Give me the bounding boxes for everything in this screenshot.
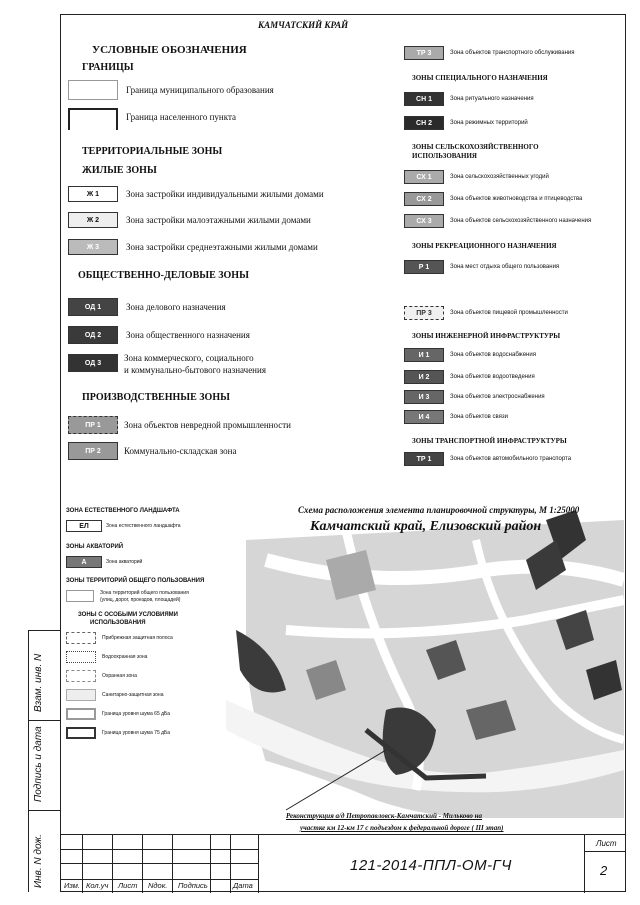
col-data: Дата <box>233 881 253 890</box>
zone-swatch-sh3: СХ 3 <box>404 214 444 228</box>
zone-label: Граница уровня шума 65 дБа <box>102 711 171 717</box>
zone-label: Охранная зона <box>102 673 137 679</box>
zone-label: Зона объектов невредной промышленности <box>124 420 291 430</box>
zone-label: Зона объектов сельскохозяйственного назначения <box>450 218 592 224</box>
municipal-border-swatch <box>68 80 118 100</box>
podpis-label: Подпись и дата <box>33 726 44 802</box>
zone-label: Граница уровня шума 75 дБа <box>102 730 171 736</box>
zone-label: Зона сельскохозяйственных угодий <box>450 174 549 180</box>
zone-label: Зона объектов связи <box>450 414 508 420</box>
special-title: ЗОНЫ СПЕЦИАЛЬНОГО НАЗНАЧЕНИЯ <box>412 74 548 82</box>
map-note: Реконструкция а/д Петропавловск-Камчатский - Мильково на <box>286 812 483 820</box>
water-title: ЗОНЫ АКВАТОРИЙ <box>66 544 124 550</box>
zone-label: (улиц, дорог, проездов, площадей) <box>100 597 181 603</box>
zone-label: Прибрежная защитная полоса <box>102 635 173 641</box>
zone-label: Зона акваторий <box>106 559 143 565</box>
zone-swatch-i4: И 4 <box>404 410 444 424</box>
inv-label: Инв. N дож. <box>33 834 44 888</box>
zone-label: Зона общественного назначения <box>126 330 250 340</box>
zone-swatch-i3: И 3 <box>404 390 444 404</box>
public-title: ОБЩЕСТВЕННО-ДЕЛОВЫЕ ЗОНЫ <box>78 270 249 281</box>
zone-swatch-od1: ОД 1 <box>68 298 118 316</box>
noise65-swatch <box>66 708 96 720</box>
security-swatch <box>66 670 96 682</box>
zone-label: Зона застройки малоэтажными жилыми домами <box>126 215 311 225</box>
vzam-label: Взам. инв. N <box>33 653 44 712</box>
zone-label: Зона объектов водоснабжения <box>450 352 536 358</box>
zone-label: Зона объектов водоотведения <box>450 374 535 380</box>
agri-title: ЗОНЫ СЕЛЬСКОХОЗЯЙСТВЕННОГО <box>412 143 539 151</box>
zone-label: Зона ритуального назначения <box>450 96 534 102</box>
zone-swatch-a: А <box>66 556 102 568</box>
zone-label: Зона делового назначения <box>126 302 226 312</box>
sheet-number: 2 <box>600 863 608 878</box>
special-conditions-title-2: ИСПОЛЬЗОВАНИЯ <box>90 620 146 626</box>
zone-label: и коммунально-бытового назначения <box>124 365 266 375</box>
sanitary-swatch <box>66 689 96 701</box>
document-code: 121-2014-ППЛ-ОМ-ГЧ <box>350 857 512 874</box>
zone-swatch-i1: И 1 <box>404 348 444 362</box>
transport-title: ЗОНЫ ТРАНСПОРТНОЙ ИНФРАСТРУКТУРЫ <box>412 437 567 445</box>
zone-label: Зона застройки индивидуальными жилыми домами <box>126 189 324 199</box>
shore-swatch <box>66 632 96 644</box>
border-item: Граница населенного пункта <box>126 112 236 122</box>
zone-swatch-zh3: Ж 3 <box>68 239 118 255</box>
industrial-title: ПРОИЗВОДСТВЕННЫЕ ЗОНЫ <box>82 392 230 403</box>
map-note-2: участке км 12-км 17 с подъездом к федеральной дороге ( III этап) <box>300 824 504 832</box>
zone-label: Зона коммерческого, социального <box>124 353 254 363</box>
settlement-border-swatch <box>68 108 118 130</box>
zone-label: Санитарно-защитная зона <box>102 692 164 698</box>
zone-swatch-zh1: Ж 1 <box>68 186 118 202</box>
zone-swatch-tr3: ТР 3 <box>404 46 444 60</box>
zone-label: Коммунально-складская зона <box>124 446 237 456</box>
map-caption: Схема расположения элемента планировочной структуры, М 1:25000 <box>298 505 580 515</box>
col-list: Лист <box>118 881 138 890</box>
natural-title: ЗОНА ЕСТЕСТВЕННОГО ЛАНДШАФТА <box>66 508 180 514</box>
map-figure <box>226 500 624 818</box>
zone-swatch-sh2: СХ 2 <box>404 192 444 206</box>
zone-label: Водоохранная зона <box>102 654 148 660</box>
zone-swatch-i2: И 2 <box>404 370 444 384</box>
col-koluch: Кол.уч <box>86 881 109 890</box>
zone-swatch-sn1: СН 1 <box>404 92 444 106</box>
zone-swatch-od2: ОД 2 <box>68 326 118 344</box>
agri-title-2: ИСПОЛЬЗОВАНИЯ <box>412 152 477 160</box>
recreation-title: ЗОНЫ РЕКРЕАЦИОННОГО НАЗНАЧЕНИЯ <box>412 242 557 250</box>
zone-swatch-od3: ОД 3 <box>68 354 118 372</box>
zone-swatch-pr3: ПР 3 <box>404 306 444 320</box>
zone-swatch-pr1: ПР 1 <box>68 416 118 434</box>
common-swatch <box>66 590 94 602</box>
zone-swatch-pr2: ПР 2 <box>68 442 118 460</box>
territorial-title: ТЕРРИТОРИАЛЬНЫЕ ЗОНЫ <box>82 146 223 157</box>
zone-swatch-tr1: ТР 1 <box>404 452 444 466</box>
legend-title: УСЛОВНЫЕ ОБОЗНАЧЕНИЯ <box>92 44 247 56</box>
map-region: Камчатский край, Елизовский район <box>310 519 542 534</box>
zone-swatch-zh2: Ж 2 <box>68 212 118 228</box>
borders-title: ГРАНИЦЫ <box>82 62 134 73</box>
region-header: КАМЧАТСКИЙ КРАЙ <box>258 20 349 30</box>
zone-label: Зона территорий общего пользования <box>100 590 189 596</box>
residential-title: ЖИЛЫЕ ЗОНЫ <box>82 165 157 176</box>
zone-swatch-el: ЕЛ <box>66 520 102 532</box>
zone-label: Зона объектов транспортного обслуживания <box>450 50 575 56</box>
engineering-title: ЗОНЫ ИНЖЕНЕРНОЙ ИНФРАСТРУКТУРЫ <box>412 332 561 340</box>
col-izm: Изм. <box>64 881 80 890</box>
col-podpis: Подпись <box>178 881 208 890</box>
zone-label: Зона объектов автомобильного транспорта <box>450 456 572 462</box>
border-item: Граница муниципального образования <box>126 85 274 95</box>
special-conditions-title: ЗОНЫ С ОСОБЫМИ УСЛОВИЯМИ <box>78 612 178 618</box>
title-block <box>60 834 626 893</box>
sheet-label: Лист <box>596 839 617 848</box>
zone-swatch-r1: Р 1 <box>404 260 444 274</box>
side-strip <box>28 630 61 892</box>
common-title: ЗОНЫ ТЕРРИТОРИЙ ОБЩЕГО ПОЛЬЗОВАНИЯ <box>66 578 205 584</box>
zone-label: Зона мест отдыха общего пользования <box>450 264 560 270</box>
zone-label: Зона естественного ландшафта <box>106 523 181 529</box>
zone-swatch-sh1: СХ 1 <box>404 170 444 184</box>
zone-label: Зона объектов пищевой промышленности <box>450 310 568 316</box>
zone-label: Зона объектов электроснабжения <box>450 394 545 400</box>
zone-label: Зона режимных территорий <box>450 120 528 126</box>
zone-swatch-sn2: СН 2 <box>404 116 444 130</box>
zone-label: Зона объектов животноводства и птицеводства <box>450 196 583 202</box>
noise75-swatch <box>66 727 96 739</box>
zone-label: Зона застройки среднеэтажными жилыми домами <box>126 242 318 252</box>
water-protect-swatch <box>66 651 96 663</box>
col-ndok: Nдок. <box>148 881 168 890</box>
